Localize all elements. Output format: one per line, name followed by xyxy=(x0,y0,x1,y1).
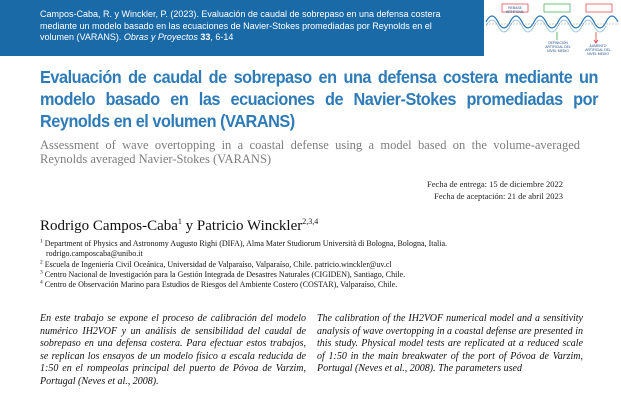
abstract-english: The calibration of the IH2VOF numerical model and a sensitivity analysis of wave overtopping in a coastal defense are presented in this study. Physical model tests are replicated at a reduced scale of 1:50 in the main breakwater of the port of Póvoa de Varzim, Portugal (Neves et al., 2008). The parameters used xyxy=(317,313,583,374)
journal-name: Obras y Proyectos xyxy=(123,32,198,42)
graphic-label: AUMENTO ARTIFICIAL DEL NIVEL MEDIO xyxy=(585,44,611,56)
author-affil-marker: 1 xyxy=(177,217,182,226)
author-name: Patricio Winckler xyxy=(196,218,303,234)
title-english: Assessment of wave overtopping in a coastal defense using a model based on the volume-averaged Reynolds averaged Navier-Stokes (VARANS) xyxy=(40,138,580,166)
affiliation: $^1$ Department of Physics and Astronomy Augusto Righi (DIFA), Alma Mater Studiorum Università di Bologna, Bologna, Italia. xyxy=(40,238,448,248)
header-banner xyxy=(0,0,621,56)
affiliation: $^2$ Escuela de Ingeniería Civil Oceánica, Universidad de Valparaíso, Valparaíso, Chile. patricio.winckler@uv.cl xyxy=(40,258,392,269)
author-line xyxy=(40,218,318,235)
graphic-label: DEFINICIÓN ARTIFICIAL DEL NIVEL MEDIO xyxy=(545,41,571,53)
submission-dates xyxy=(427,179,563,202)
page-range: , 6-14 xyxy=(210,32,234,42)
citation-line-1: Campos-Caba, R. y Winckler, P. (2023). Evaluación de caudal de sobrepaso en una defensa costera xyxy=(40,9,441,19)
affiliation-email: rodrigo.camposcaba@unibo.it xyxy=(46,249,143,259)
citation-line-2: mediante un modelo basado en las ecuaciones de Navier-Stokes promediadas por Reynolds en el xyxy=(40,20,432,31)
author-connector: y xyxy=(181,218,197,234)
affiliations xyxy=(40,239,600,290)
received-date: Fecha de entrega: 15 de diciembre 2022 xyxy=(427,179,563,189)
citation xyxy=(40,9,480,44)
author-affil-marker: 2,3,4 xyxy=(302,217,319,226)
header-graphic xyxy=(484,0,621,56)
abstract-spanish: En este trabajo se expone el proceso de calibración del modelo numérico IH2VOF y un análisis de sensibilidad del caudal de sobrepaso en una defensa costera. Para efectuar estos trabajos, se replican los ensayos de un modelo físico a escala reducida de 1:50 en el rompeolas principal del puerto de Póvoa de Varzim, Portugal (Neves et al., 2008). xyxy=(40,313,306,387)
affiliation: $^4$ Centro de Observación Marino para Estudios de Riesgos del Ambiente Costero (COSTAR), Valparaíso, Chile. xyxy=(40,279,398,290)
accepted-date: Fecha de aceptación: 21 de abril 2023 xyxy=(434,190,563,201)
title-spanish: Evaluación de caudal de sobrepaso en una defensa costera mediante un modelo basado en las ecuaciones de Navier-Stokes promediadas por Reynolds en el volumen (VARANS) xyxy=(40,67,598,131)
citation-line-3: volumen (VARANS). Obras y Proyectos 33, 6-14 xyxy=(40,32,234,42)
author-name: Rodrigo Campos-Caba xyxy=(40,218,178,234)
graphic-label: REBASE ARTIFICIAL xyxy=(505,6,525,14)
volume-number: 33 xyxy=(200,32,211,42)
affiliation: $^3$ Centro Nacional de Investigación para la Gestión Integrada de Desastres Naturales (CIGIDEN), Santiago, Chile. xyxy=(40,269,406,279)
